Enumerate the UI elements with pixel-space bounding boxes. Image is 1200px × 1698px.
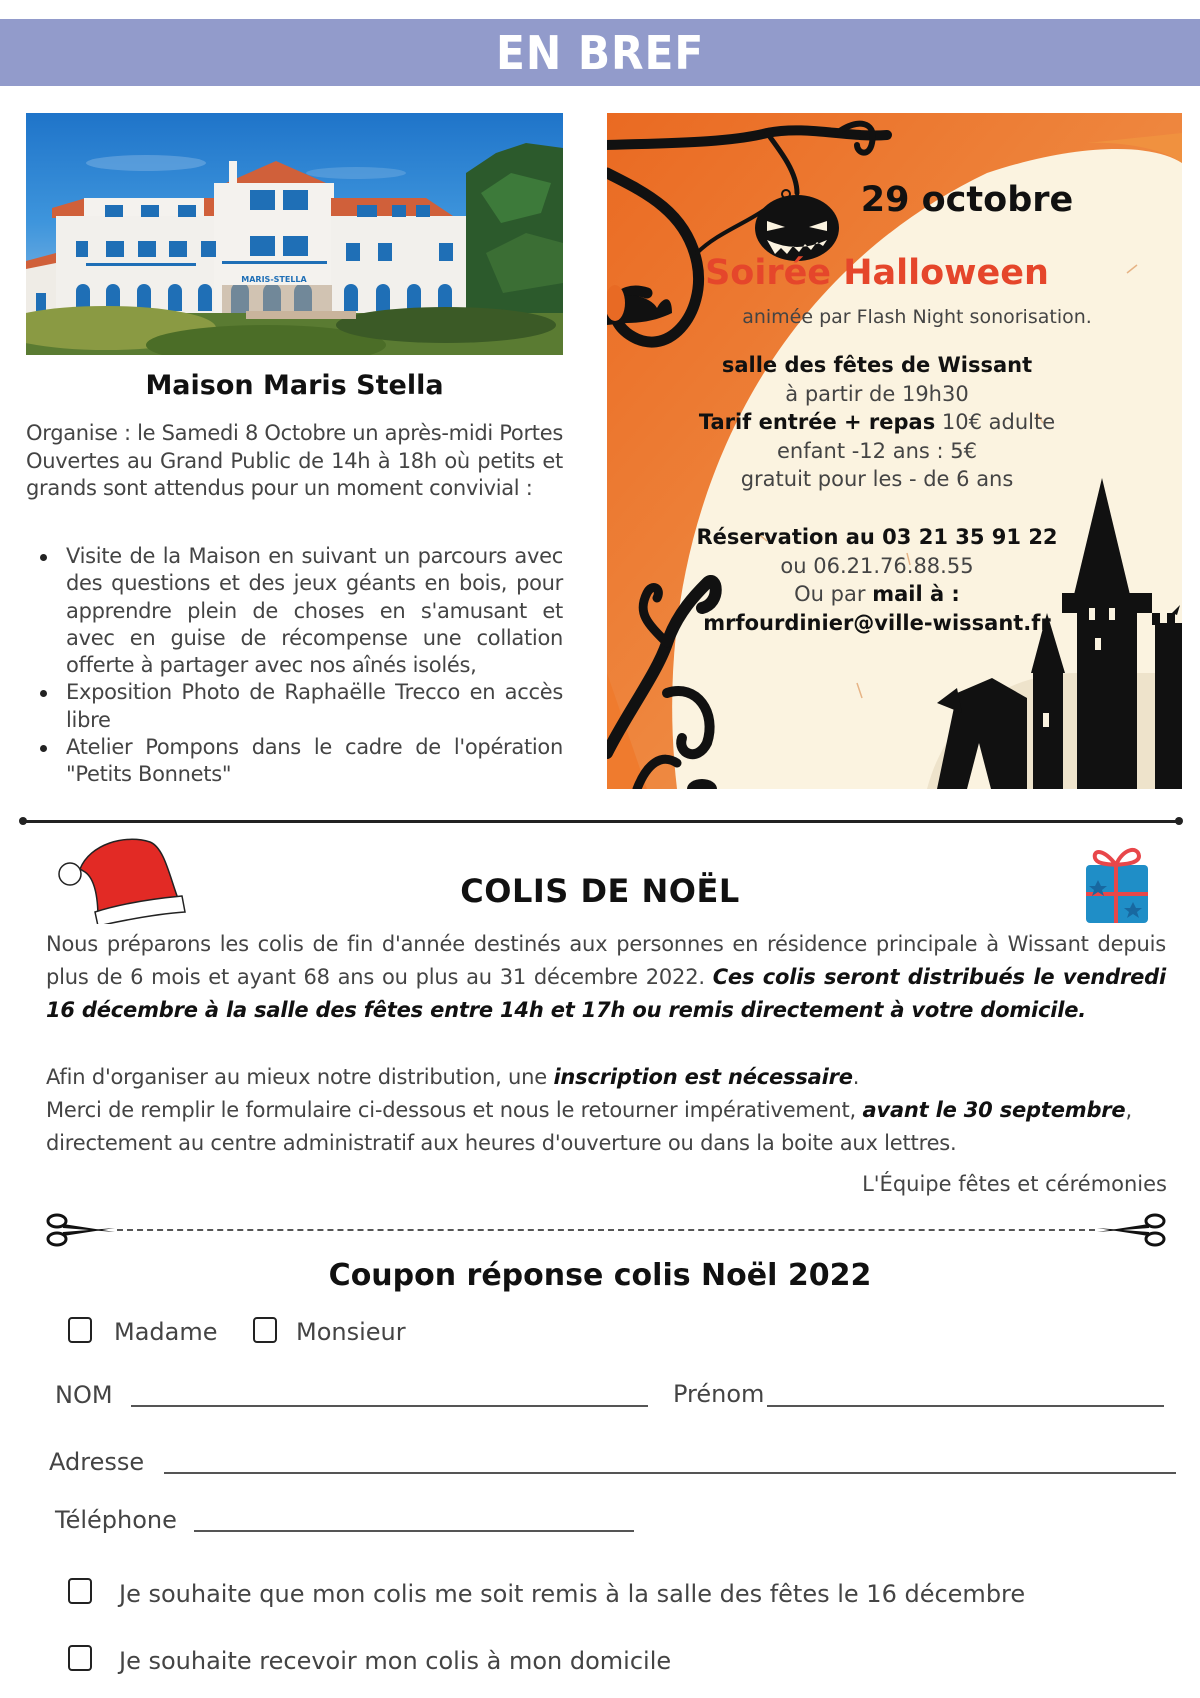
event-venue: salle des fêtes de Wissant bbox=[721, 353, 1033, 377]
monsieur-label: Monsieur bbox=[296, 1318, 406, 1346]
noel-paragraph-2: Afin d'organiser au mieux notre distribution, une inscription est nécessaire. Merci de remplir le formulaire ci-dessous et nous le retourner impérativement, avant le 30 septembre, directement au centre administratif aux heures d'ouverture ou dans la boite aux lettres. bbox=[46, 1065, 1132, 1155]
event-info bbox=[662, 351, 1092, 494]
scissors-icon bbox=[1095, 1212, 1167, 1248]
adresse-label: Adresse bbox=[49, 1448, 145, 1476]
prenom-field[interactable] bbox=[767, 1405, 1164, 1407]
prenom-label: Prénom bbox=[673, 1380, 765, 1408]
madame-checkbox[interactable] bbox=[68, 1317, 92, 1343]
option-salle-label: Je souhaite que mon colis me soit remis à la salle des fêtes le 16 décembre bbox=[119, 1580, 1026, 1608]
noel-title: COLIS DE NOËL bbox=[460, 872, 740, 910]
halloween-poster bbox=[607, 113, 1182, 789]
bullet-icon bbox=[40, 745, 47, 752]
list-item: Visite de la Maison en suivant un parcours avec des questions et des jeux géants en bois, pour apprendre plein de choses en s'amusant et avec en guise de récompense une collation offerte à partager avec nos aînés isolés, bbox=[26, 543, 563, 679]
telephone-field[interactable] bbox=[194, 1530, 634, 1532]
event-time: à partir de 19h30 bbox=[785, 381, 969, 406]
nom-field[interactable] bbox=[131, 1405, 648, 1407]
mail-prefix: Ou par bbox=[794, 582, 873, 606]
monsieur-checkbox[interactable] bbox=[253, 1317, 277, 1343]
option-domicile-checkbox[interactable] bbox=[68, 1645, 92, 1671]
reservation-phone: Réservation au 03 21 35 91 22 bbox=[696, 525, 1058, 549]
building-sign: MARIS-STELLA bbox=[241, 275, 307, 284]
price-child: enfant -12 ans : 5€ bbox=[777, 438, 977, 463]
inscription-required: inscription est nécessaire bbox=[553, 1065, 853, 1089]
option-domicile-label: Je souhaite recevoir mon colis à mon domicile bbox=[119, 1647, 672, 1675]
option-salle-checkbox[interactable] bbox=[68, 1578, 92, 1604]
maison-photo bbox=[26, 113, 563, 355]
list-item: Atelier Pompons dans le cadre de l'opération "Petits Bonnets" bbox=[26, 734, 563, 789]
cut-line bbox=[45, 1212, 1167, 1248]
maison-title: Maison Maris Stella bbox=[145, 370, 444, 401]
event-date: 29 octobre bbox=[860, 180, 1074, 220]
deadline: avant le 30 septembre bbox=[862, 1098, 1126, 1122]
distribution-info: Ces colis seront distribués le vendredi 16 décembre à la salle des fêtes entre 14h et 17h ou remis directement à votre domicile. bbox=[46, 965, 1167, 1022]
reservation-phone-alt: ou 06.21.76.88.55 bbox=[780, 553, 974, 578]
event-subtitle: animée par Flash Night sonorisation. bbox=[742, 306, 1092, 328]
reservation-email-link[interactable]: mrfourdinier@ville-wissant.fr bbox=[703, 610, 1051, 635]
adresse-field[interactable] bbox=[164, 1472, 1176, 1474]
banner-title: EN BREF bbox=[495, 25, 705, 80]
price-free: gratuit pour les - de 6 ans bbox=[740, 467, 1014, 491]
event-reservation bbox=[662, 523, 1092, 637]
scissors-icon bbox=[45, 1212, 117, 1248]
bullet-icon bbox=[40, 690, 47, 697]
event-title: Soirée Halloween bbox=[705, 253, 1049, 293]
madame-label: Madame bbox=[114, 1318, 218, 1346]
section-divider bbox=[22, 820, 1180, 823]
maison-intro: Organise : le Samedi 8 Octobre un après-midi Portes Ouvertes au Grand Public de 14h à 18h où petits et grands sont attendus pour un moment convivial : bbox=[26, 421, 563, 500]
price-label: Tarif entrée + repas bbox=[698, 410, 936, 434]
section-banner bbox=[0, 19, 1200, 86]
coupon-title: Coupon réponse colis Noël 2022 bbox=[328, 1258, 872, 1293]
telephone-label: Téléphone bbox=[55, 1506, 177, 1534]
price-adult: 10€ adulte bbox=[935, 410, 1056, 434]
noel-paragraph-1: Nous préparons les colis de fin d'année destinés aux personnes en résidence principale à Wissant depuis plus de 6 mois et ayant 68 ans ou plus au 31 décembre 2022. Ces colis seront distribués le vendredi 16 décembre à la salle des fêtes entre 14h et 17h ou remis directement à votre domicile. bbox=[46, 932, 1167, 1022]
mail-label: mail à : bbox=[872, 582, 960, 606]
bullet-icon bbox=[40, 554, 47, 561]
signature: L'Équipe fêtes et cérémonies bbox=[862, 1172, 1167, 1196]
nom-label: NOM bbox=[55, 1381, 113, 1409]
maison-activities-list bbox=[26, 543, 563, 789]
list-item: Exposition Photo de Raphaëlle Trecco en accès libre bbox=[26, 679, 563, 734]
